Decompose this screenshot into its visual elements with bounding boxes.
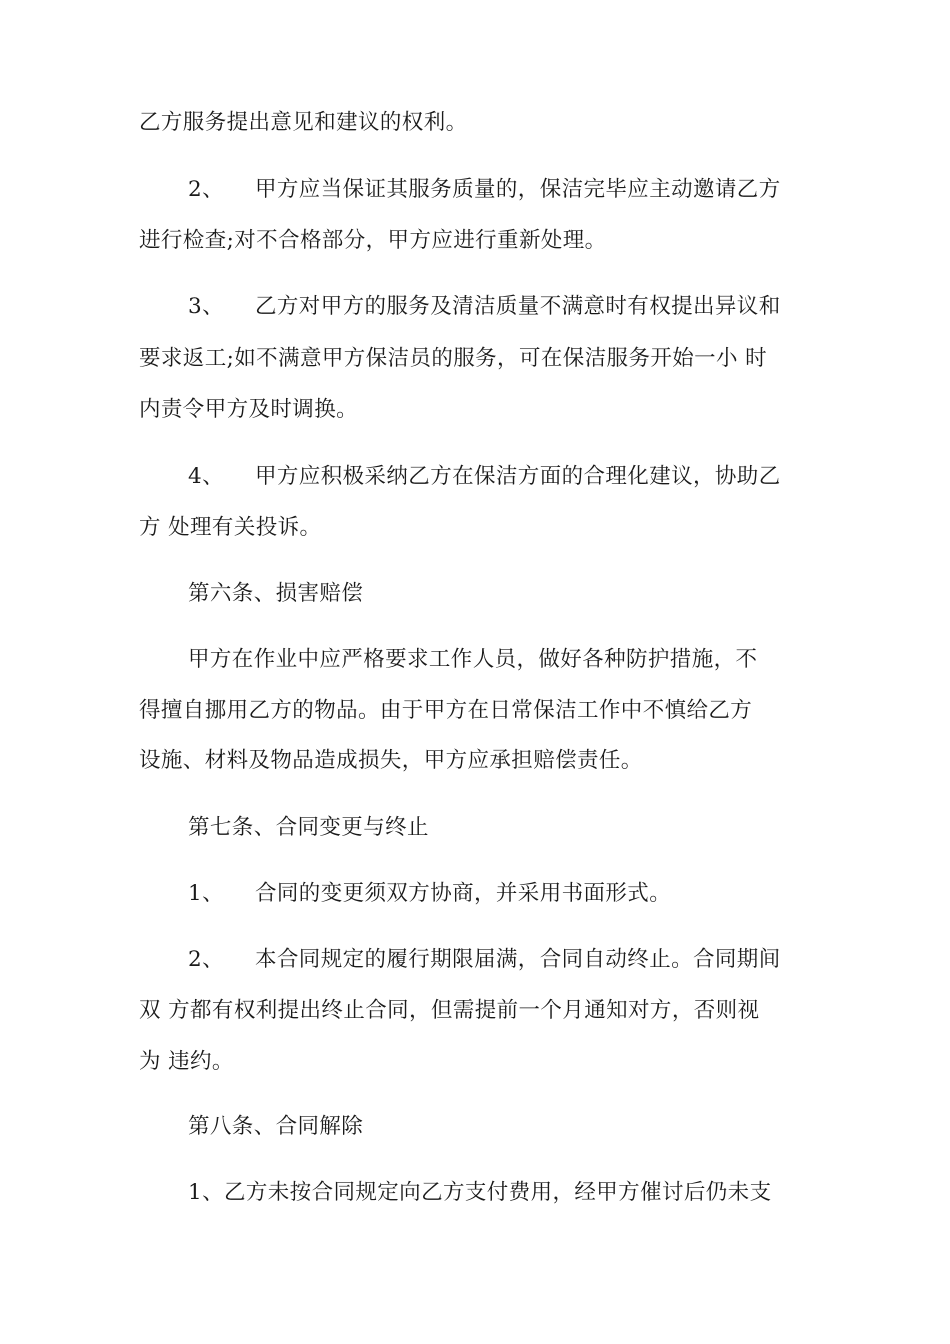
numbered-item [188,175,781,205]
text-line: 本合同规定的履行期限届满，合同自动终止。合同期间 [255,947,781,972]
numbered-item [188,879,671,909]
item-number: 2、 [188,947,224,972]
text-line: 进行检查;对不合格部分，甲方应进行重新处理。 [139,228,607,253]
text-line: 方 处理有关投诉。 [139,515,322,540]
text-line: 设施、材料及物品造成损失，甲方应承担赔偿责任。 [139,748,643,773]
text-line: 双 方都有权利提出终止合同，但需提前一个月通知对方，否则视 [139,998,760,1023]
numbered-item [188,945,781,975]
item-number: 3、 [188,294,224,319]
numbered-item [188,462,781,492]
text-line: 合同的变更须双方协商，并采用书面形式。 [255,881,672,906]
item-number: 4、 [188,464,224,489]
text-line: 要求返工;如不满意甲方保洁员的服务，可在保洁服务开始一小 时 [139,346,768,371]
section-heading: 第七条、合同变更与终止 [188,815,429,840]
text-line: 为 违约。 [139,1049,234,1074]
text-line: 甲方在作业中应严格要求工作人员，做好各种防护措施，不 [188,647,758,672]
numbered-item [188,292,781,322]
text-line: 乙方服务提出意见和建议的权利。 [139,110,468,135]
text-line: 甲方应当保证其服务质量的，保洁完毕应主动邀请乙方 [255,177,781,202]
item-number: 1、 [188,881,224,906]
text-line: 内责令甲方及时调换。 [139,397,359,422]
text-line: 1、乙方未按合同规定向乙方支付费用，经甲方催讨后仍未支 [188,1180,772,1205]
text-line: 得擅自挪用乙方的物品。由于甲方在日常保洁工作中不慎给乙方 [139,698,753,723]
text-line: 甲方应积极采纳乙方在保洁方面的合理化建议，协助乙 [255,464,781,489]
section-heading: 第八条、合同解除 [188,1114,364,1139]
section-heading: 第六条、损害赔偿 [188,581,364,606]
item-number: 2、 [188,177,224,202]
text-line: 乙方对甲方的服务及清洁质量不满意时有权提出异议和 [255,294,781,319]
